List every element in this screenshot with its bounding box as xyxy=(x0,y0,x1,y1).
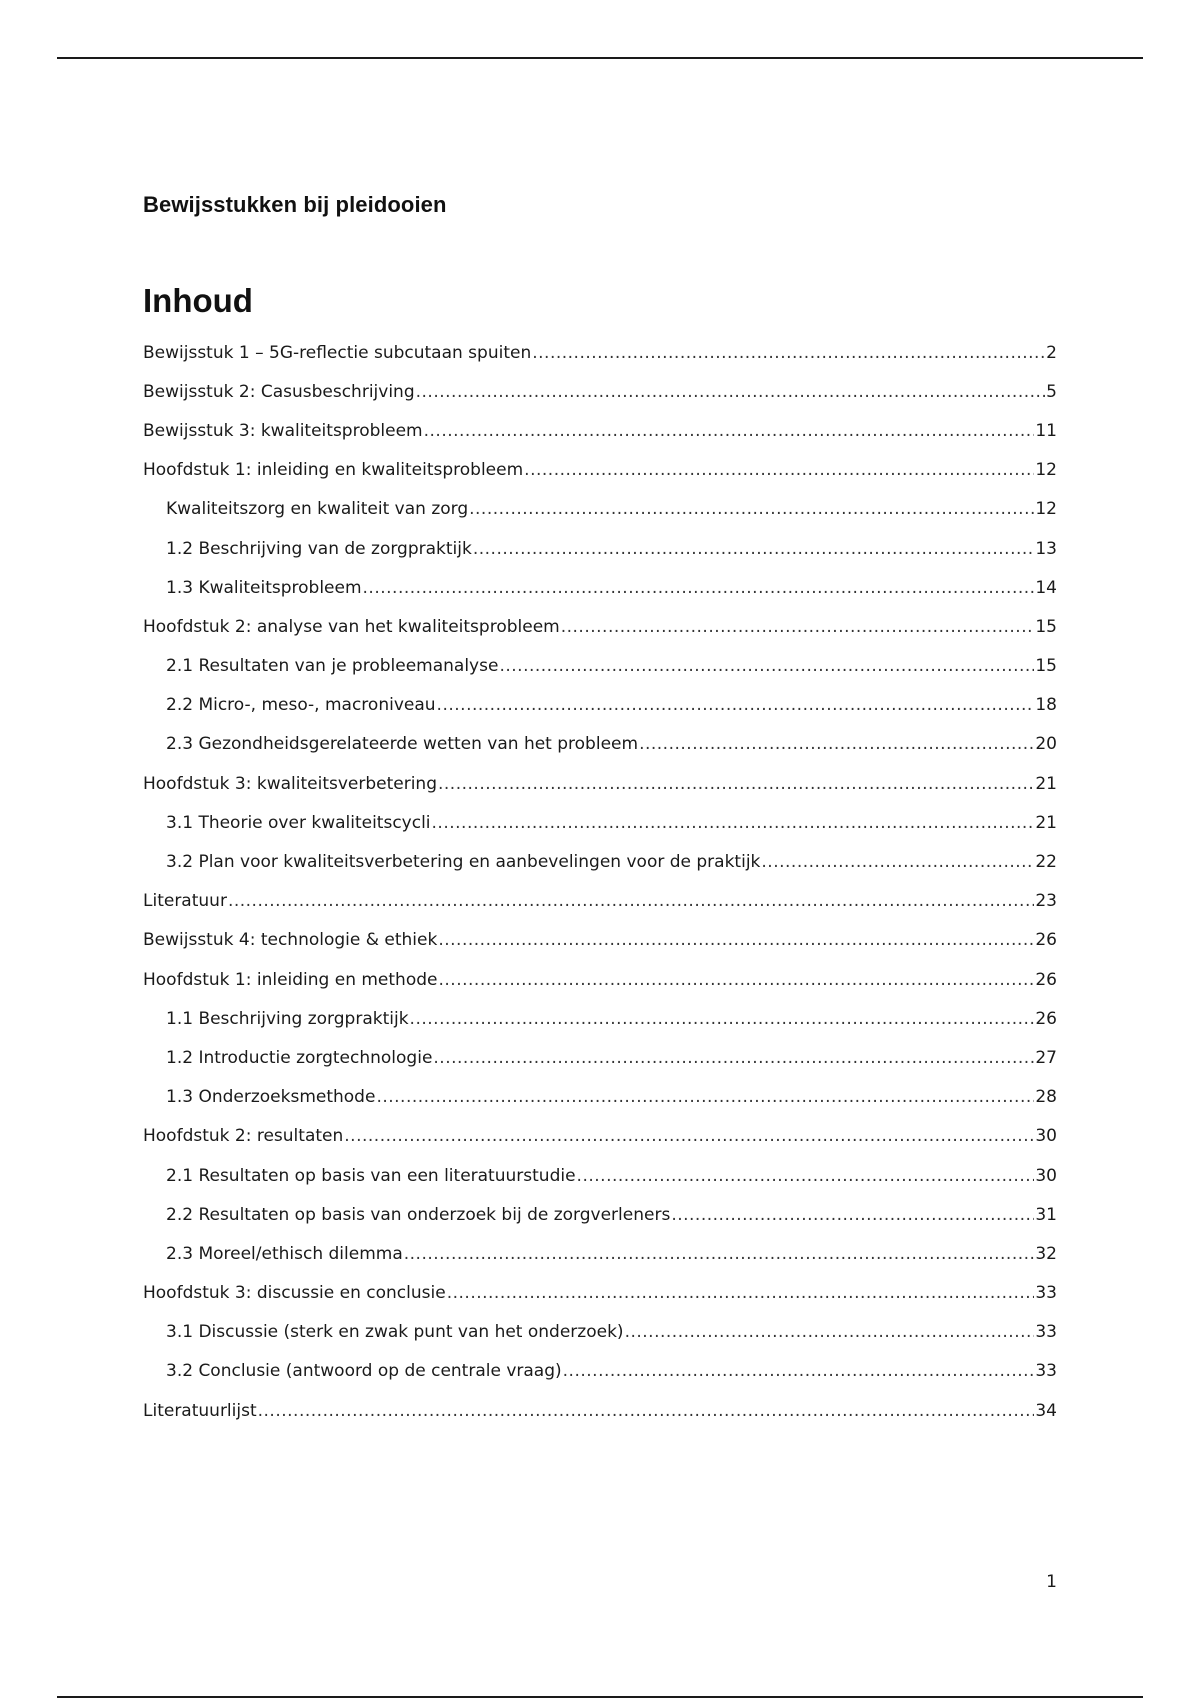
toc-dot-leader xyxy=(532,343,1045,363)
toc-entry[interactable] xyxy=(143,529,1057,568)
toc-entry-label: 1.3 Onderzoeksmethode xyxy=(166,1087,376,1108)
toc-entry-label: 3.2 Conclusie (antwoord op de centrale vraag) xyxy=(166,1361,562,1382)
toc-entry-label: Hoofdstuk 3: discussie en conclusie xyxy=(143,1283,446,1304)
toc-entry-label: Hoofdstuk 1: inleiding en methode xyxy=(143,969,438,990)
toc-entry[interactable] xyxy=(143,882,1057,921)
toc-entry-page-number: 33 xyxy=(1035,1283,1057,1304)
toc-dot-leader xyxy=(671,1205,1034,1225)
toc-entry-page-number: 32 xyxy=(1035,1243,1057,1264)
toc-entry-label: 1.3 Kwaliteitsprobleem xyxy=(166,577,362,598)
toc-entry-page-number: 27 xyxy=(1035,1047,1057,1068)
toc-entry[interactable] xyxy=(143,411,1057,450)
toc-entry-label: 3.1 Theorie over kwaliteitscycli xyxy=(166,812,431,833)
toc-entry-label: Bewijsstuk 2: Casusbeschrijving xyxy=(143,381,415,402)
toc-entry[interactable] xyxy=(143,1038,1057,1077)
toc-entry[interactable] xyxy=(143,451,1057,490)
toc-entry-label: Hoofdstuk 2: resultaten xyxy=(143,1126,344,1147)
toc-entry-page-number: 21 xyxy=(1035,812,1057,833)
document-title: Bewijsstukken bij pleidooien xyxy=(143,192,447,217)
toc-entry[interactable] xyxy=(143,1234,1057,1273)
toc-entry-label: 2.2 Micro-, meso-, macroniveau xyxy=(166,695,436,716)
toc-entry[interactable] xyxy=(143,1078,1057,1117)
toc-entry-page-number: 30 xyxy=(1035,1165,1057,1186)
toc-dot-leader xyxy=(473,539,1035,559)
toc-dot-leader xyxy=(376,1087,1034,1107)
toc-dot-leader xyxy=(577,1166,1035,1186)
toc-dot-leader xyxy=(438,774,1034,794)
toc-entry-label: Literatuurlijst xyxy=(143,1400,257,1421)
toc-entry-page-number: 5 xyxy=(1046,381,1057,402)
toc-entry[interactable] xyxy=(143,333,1057,372)
toc-dot-leader xyxy=(447,1283,1035,1303)
header-rule xyxy=(57,57,1143,59)
toc-entry[interactable] xyxy=(143,1117,1057,1156)
toc-entry[interactable] xyxy=(143,568,1057,607)
toc-dot-leader xyxy=(344,1126,1034,1146)
table-of-contents xyxy=(143,333,1057,1430)
toc-entry-page-number: 12 xyxy=(1035,499,1057,520)
toc-entry-page-number: 13 xyxy=(1035,538,1057,559)
toc-entry-page-number: 15 xyxy=(1035,616,1057,637)
toc-entry-label: 3.1 Discussie (sterk en zwak punt van het onderzoek) xyxy=(166,1322,624,1343)
toc-dot-leader xyxy=(563,1361,1035,1381)
toc-entry[interactable] xyxy=(143,960,1057,999)
toc-dot-leader xyxy=(561,617,1035,637)
toc-entry-label: Hoofdstuk 1: inleiding en kwaliteitsprobleem xyxy=(143,460,524,481)
toc-entry[interactable] xyxy=(143,842,1057,881)
toc-entry-label: 2.3 Gezondheidsgerelateerde wetten van het probleem xyxy=(166,734,639,755)
toc-dot-leader xyxy=(416,382,1046,402)
toc-entry-label: Hoofdstuk 3: kwaliteitsverbetering xyxy=(143,773,437,794)
toc-entry-label: Literatuur xyxy=(143,891,227,912)
toc-heading: Inhoud xyxy=(143,282,253,319)
toc-dot-leader xyxy=(432,813,1035,833)
toc-entry-page-number: 26 xyxy=(1035,969,1057,990)
toc-dot-leader xyxy=(469,499,1034,519)
toc-entry[interactable] xyxy=(143,1156,1057,1195)
toc-entry-page-number: 33 xyxy=(1035,1322,1057,1343)
toc-dot-leader xyxy=(625,1322,1035,1342)
toc-entry[interactable] xyxy=(143,607,1057,646)
toc-entry-page-number: 21 xyxy=(1035,773,1057,794)
toc-entry-page-number: 15 xyxy=(1035,656,1057,677)
toc-dot-leader xyxy=(524,460,1034,480)
toc-dot-leader xyxy=(410,1009,1035,1029)
toc-entry[interactable] xyxy=(143,921,1057,960)
toc-entry-label: 2.1 Resultaten van je probleemanalyse xyxy=(166,656,499,677)
toc-entry-label: Hoofdstuk 2: analyse van het kwaliteitsprobleem xyxy=(143,616,560,637)
toc-dot-leader xyxy=(438,930,1034,950)
toc-entry-label: Bewijsstuk 1 – 5G-reflectie subcutaan spuiten xyxy=(143,342,532,363)
toc-entry-page-number: 34 xyxy=(1035,1400,1057,1421)
toc-entry-page-number: 31 xyxy=(1035,1204,1057,1225)
toc-entry[interactable] xyxy=(143,1274,1057,1313)
toc-dot-leader xyxy=(433,1048,1034,1068)
toc-entry-page-number: 26 xyxy=(1035,1008,1057,1029)
toc-dot-leader xyxy=(228,891,1034,911)
toc-entry-label: 2.2 Resultaten op basis van onderzoek bij de zorgverleners xyxy=(166,1204,671,1225)
toc-entry[interactable] xyxy=(143,999,1057,1038)
toc-entry[interactable] xyxy=(143,803,1057,842)
toc-entry-label: 2.3 Moreel/ethisch dilemma xyxy=(166,1243,403,1264)
toc-entry-page-number: 14 xyxy=(1035,577,1057,598)
toc-entry[interactable] xyxy=(143,764,1057,803)
toc-dot-leader xyxy=(761,852,1034,872)
toc-dot-leader xyxy=(363,578,1035,598)
toc-dot-leader xyxy=(424,421,1035,441)
toc-entry[interactable] xyxy=(143,1352,1057,1391)
toc-entry-label: 1.2 Beschrijving van de zorgpraktijk xyxy=(166,538,472,559)
toc-entry[interactable] xyxy=(143,1313,1057,1352)
toc-dot-leader xyxy=(258,1401,1035,1421)
toc-entry[interactable] xyxy=(143,1195,1057,1234)
toc-entry-page-number: 33 xyxy=(1035,1361,1057,1382)
toc-entry-page-number: 26 xyxy=(1035,930,1057,951)
toc-entry-label: 1.1 Beschrijving zorgpraktijk xyxy=(166,1008,409,1029)
toc-entry[interactable] xyxy=(143,1391,1057,1430)
toc-entry-page-number: 23 xyxy=(1035,891,1057,912)
toc-entry-label: 2.1 Resultaten op basis van een literatuurstudie xyxy=(166,1165,576,1186)
toc-entry[interactable] xyxy=(143,686,1057,725)
toc-entry-page-number: 28 xyxy=(1035,1087,1057,1108)
footer-rule xyxy=(57,1696,1143,1698)
toc-dot-leader xyxy=(439,970,1035,990)
toc-entry-label: Kwaliteitszorg en kwaliteit van zorg xyxy=(166,499,469,520)
toc-entry[interactable] xyxy=(143,490,1057,529)
toc-dot-leader xyxy=(437,695,1035,715)
toc-entry-label: 3.2 Plan voor kwaliteitsverbetering en aanbevelingen voor de praktijk xyxy=(166,852,761,873)
toc-entry[interactable] xyxy=(143,372,1057,411)
toc-entry-label: Bewijsstuk 4: technologie & ethiek xyxy=(143,930,438,951)
page-number: 1 xyxy=(1046,1572,1057,1592)
toc-entry-page-number: 11 xyxy=(1035,420,1057,441)
toc-dot-leader xyxy=(404,1244,1035,1264)
toc-entry-page-number: 30 xyxy=(1035,1126,1057,1147)
toc-entry[interactable] xyxy=(143,725,1057,764)
toc-entry-page-number: 22 xyxy=(1035,852,1057,873)
toc-entry[interactable] xyxy=(143,647,1057,686)
toc-entry-page-number: 20 xyxy=(1035,734,1057,755)
toc-dot-leader xyxy=(499,656,1034,676)
toc-entry-page-number: 18 xyxy=(1035,695,1057,716)
toc-entry-page-number: 12 xyxy=(1035,460,1057,481)
toc-entry-page-number: 2 xyxy=(1046,342,1057,363)
toc-entry-label: 1.2 Introductie zorgtechnologie xyxy=(166,1047,433,1068)
toc-dot-leader xyxy=(639,734,1034,754)
toc-entry-label: Bewijsstuk 3: kwaliteitsprobleem xyxy=(143,420,423,441)
